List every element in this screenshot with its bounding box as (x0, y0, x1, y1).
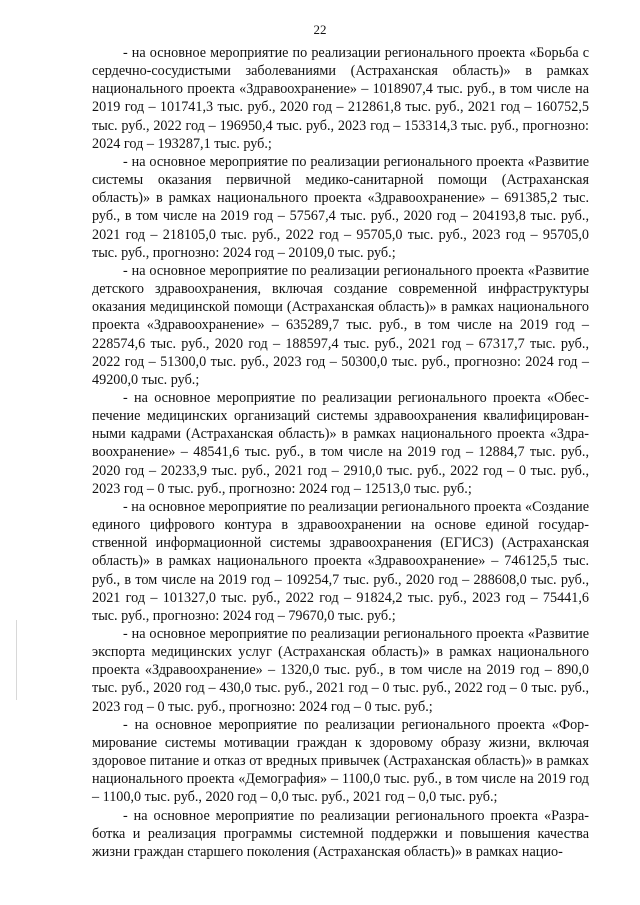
paragraph-primary-care: - на основное мероприятие по реализации регионального проекта «Развитие системы оказания первичной медико-санитарной помощи (Астраханская область)» в рамках национального проекта «Здравоохранение» – 691385,2 тыс. руб., в том числе на 2019 год – 57567,4 тыс. руб., 2020 год – 204193,8 тыс. руб., 2021 год – 218105,0 тыс. руб., 2022 год – 95705,0 тыс. руб., 2023 год – 95705,0 тыс. руб., прогнозно: 2024 год – 20109,0 тыс. руб.; (92, 153, 589, 261)
paragraph-childrens-health: - на основное мероприятие по реализации регионального проекта «Развитие детского здравоохранения, включая создание современной инфраструктуры оказания медицинской помощи (Астраханская область)» в рамках национального проекта «Здравоохранение» – 635289,7 тыс. руб., в том числе на 2019 год – 228574,6 тыс. руб., 2020 год – 188597,4 тыс. руб., 2021 год – 67317,7 тыс. руб., 2022 год – 51300,0 тыс. руб., 2023 год – 50300,0 тыс. руб., прогнозно: 2024 год – 49200,0 тыс. руб.; (92, 262, 589, 388)
page-number: 22 (313, 22, 327, 37)
paragraph-digital-contour: - на основное мероприятие по реализации регионального проекта «Создание единого цифрового контура в здравоохранении на основе единой государственной информационной системы здравоохранения (ЕГИСЗ) (Астраханская область)» в рамках национального проекта «Здравоохранение» – 746125,5 тыс. руб., в том числе на 2019 год – 109254,7 тыс. руб., 2020 год – 288608,0 тыс. руб., 2021 год – 101327,0 тыс. руб., 2022 год – 91824,2 тыс. руб., 2023 год – 75441,6 тыс. руб., прогнозно: 2024 год – 79670,0 тыс. руб.; (92, 498, 589, 624)
margin-scan-mark (16, 620, 17, 700)
paragraph-healthy-lifestyle: - на основное мероприятие по реализации регионального проекта «Формирование системы мотивации граждан к здоровому образу жизни, включая здоровое питание и отказ от вредных привычек (Астраханская область)» в рамках национального проекта «Демография» – 1100,0 тыс. руб., в том числе на 2019 год – 1100,0 тыс. руб., 2020 год – 0,0 тыс. руб., 2021 год – 0,0 тыс. руб.; (92, 716, 589, 806)
document-body (92, 44, 589, 861)
paragraph-qualified-staff: - на основное мероприятие по реализации регионального проекта «Обеспечение медицинских организаций системы здравоохранения квалифицированными кадрами (Астраханская область)» в рамках национального проекта «Здравоохранение» – 48541,6 тыс. руб., в том числе на 2019 год – 12884,7 тыс. руб., 2020 год – 20233,9 тыс. руб., 2021 год – 2910,0 тыс. руб., 2022 год – 0 тыс. руб., 2023 год – 0 тыс. руб., прогнозно: 2024 год – 12513,0 тыс. руб.; (92, 389, 589, 497)
paragraph-cardiovascular: - на основное мероприятие по реализации регионального проекта «Борьба с сердечно-сосудистыми заболеваниями (Астраханская область)» в рамках национального проекта «Здравоохранение» – 1018907,4 тыс. руб., в том числе на 2019 год – 101741,3 тыс. руб., 2020 год – 212861,8 тыс. руб., 2021 год – 160752,5 тыс. руб., 2022 год – 196950,4 тыс. руб., 2023 год – 153314,3 тыс. руб., прогнозно: 2024 год – 193287,1 тыс. руб.; (92, 45, 589, 152)
paragraph-medical-export: - на основное мероприятие по реализации регионального проекта «Развитие экспорта медицинских услуг (Астраханская область)» в рамках национального проекта «Здравоохранение» – 1320,0 тыс. руб., в том числе на 2019 год – 890,0 тыс. руб., 2020 год – 430,0 тыс. руб., 2021 год – 0 тыс. руб., 2022 год – 0 тыс. руб., 2023 год – 0 тыс. руб., прогнозно: 2024 год – 0 тыс. руб.; (92, 626, 589, 715)
paragraph-older-generation: - на основное мероприятие по реализации регионального проекта «Разработка и реализация программы системной поддержки и повышения качества жизни граждан старшего поколения (Астраханская область)» в рамках нацио- (92, 807, 589, 860)
